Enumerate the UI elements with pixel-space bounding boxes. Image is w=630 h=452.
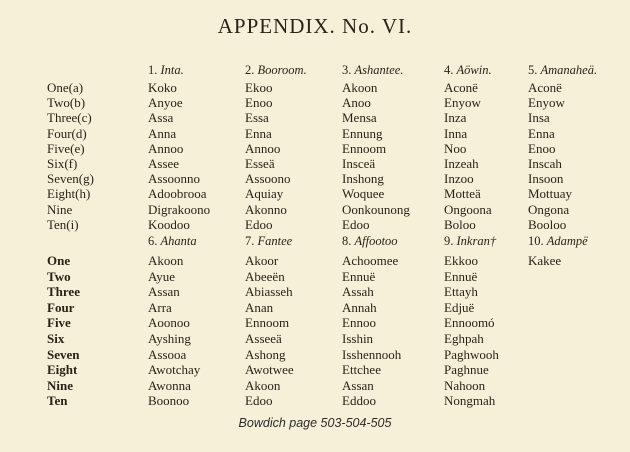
table-row (0, 284, 630, 300)
table-cell: Ongona (528, 201, 570, 217)
numeral-label: Four (47, 299, 75, 315)
table-cell: Arra (148, 299, 172, 315)
table-cell: Digrakoono (148, 201, 211, 217)
column-number: 7. (245, 234, 255, 248)
table-cell: Inzeah (444, 156, 479, 171)
table-cell: Ennuë (342, 268, 376, 284)
table-cell: Abeeën (245, 268, 285, 284)
table-cell: Ashong (245, 346, 286, 362)
table-cell: Isshin (342, 331, 374, 346)
table-cell: Awonna (148, 377, 191, 393)
table-cell: Assan (148, 284, 180, 300)
table-cell: Ekoo (245, 80, 273, 95)
column-number: 10. (528, 234, 544, 248)
column-number: 3. (342, 63, 352, 77)
table-row (0, 269, 630, 285)
numeral-label: Seven(g) (47, 171, 94, 187)
table-cell: Annoo (148, 140, 184, 156)
table-cell: Essa (245, 110, 269, 126)
table-cell: Ettchee (342, 362, 381, 378)
table-cell: Aconë (444, 80, 478, 95)
table-row (0, 110, 630, 126)
table-cell: Inshong (342, 171, 384, 187)
table-cell: Anan (245, 299, 274, 315)
language-name: Affootoo (354, 234, 398, 248)
column-header (148, 62, 184, 78)
table-cell: Motteä (444, 186, 481, 202)
table-cell: Koodoo (148, 216, 190, 232)
language-name: Ahanta (160, 234, 197, 248)
column-header (342, 233, 398, 249)
table-row (0, 186, 630, 202)
table-cell: Ennoom (342, 140, 387, 156)
table-cell: Boloo (444, 216, 476, 232)
table-cell: Enna (528, 125, 555, 141)
table-cell: Assoonno (148, 171, 201, 187)
table-cell: Assooa (148, 346, 187, 362)
caption: Bowdich page 503-504-505 (238, 416, 392, 430)
table-cell: Assoono (245, 171, 291, 187)
table-cell: Anoo (342, 95, 371, 111)
table-cell: Inza (444, 110, 467, 126)
column-header (245, 233, 292, 249)
table-cell: Enyow (444, 95, 481, 111)
table-row (0, 253, 630, 269)
column-number: 5. (528, 63, 538, 77)
table-row (0, 126, 630, 142)
numeral-label: Seven (47, 346, 80, 362)
table-cell: Inna (444, 125, 468, 141)
table-cell: Koko (148, 80, 177, 95)
table-cell: Eghpah (444, 331, 484, 346)
table-cell: Ennoomó (444, 315, 495, 331)
table-cell: Enoo (528, 140, 556, 156)
numeral-label: One(a) (47, 80, 84, 95)
column-number: 6. (148, 234, 158, 248)
column-header (245, 62, 307, 78)
table-cell: Enoo (245, 95, 273, 111)
table-cell: Adoobrooa (148, 186, 207, 202)
table-row (0, 362, 630, 378)
column-number: 2. (245, 63, 255, 77)
column-header (528, 62, 597, 78)
numeral-label: Eight (47, 362, 78, 378)
table-cell: Booloo (528, 216, 567, 232)
table-cell: Ettayh (444, 284, 478, 300)
table-cell: Edoo (342, 216, 370, 232)
table-cell: Isshennooh (342, 346, 402, 362)
table-cell: Asseeä (245, 331, 282, 346)
numeral-label: Five(e) (47, 140, 85, 156)
table-cell: Assa (148, 110, 174, 126)
table-cell: Edjuë (444, 299, 475, 315)
table-cell: Anna (148, 125, 177, 141)
language-name: Amanaheä. (540, 63, 598, 77)
table-cell: Mottuay (528, 186, 573, 202)
table-cell: Assan (342, 377, 374, 393)
column-header (148, 233, 197, 249)
table-cell: Achoomee (342, 253, 399, 268)
column-header (444, 62, 492, 78)
table-cell: Annah (342, 299, 377, 315)
table-row (0, 217, 630, 233)
table-cell: Aoonoo (148, 315, 190, 331)
table-row (0, 171, 630, 187)
table-cell: Assah (342, 284, 374, 300)
section1-header-row (0, 62, 630, 78)
table-cell: Akonno (245, 201, 287, 217)
table-cell: Abiasseh (245, 284, 293, 300)
numeral-label: Nine (47, 201, 73, 217)
language-name: Inkran† (456, 234, 497, 248)
column-header (342, 62, 403, 78)
table-row (0, 80, 630, 96)
table-row (0, 347, 630, 363)
table-cell: Eddoo (342, 393, 376, 409)
table-row (0, 331, 630, 347)
table-cell: Enna (245, 125, 272, 141)
table-cell: Enyow (528, 95, 565, 111)
table-cell: Anyoe (148, 95, 183, 111)
numeral-label: Ten (47, 393, 68, 409)
table-cell: Inscah (528, 156, 562, 171)
table-cell: Ennoom (245, 315, 290, 331)
table-cell: Akoon (148, 253, 184, 268)
table-row (0, 95, 630, 111)
language-name: Fantee (257, 234, 293, 248)
table-cell: Akoon (342, 80, 378, 95)
table-cell: Oonkounong (342, 201, 410, 217)
table-cell: Awotchay (148, 362, 201, 378)
table-cell: Paghwooh (444, 346, 499, 362)
numeral-label: Three(c) (47, 110, 92, 126)
table-cell: Insceä (342, 156, 376, 171)
table-row (0, 315, 630, 331)
table-row (0, 141, 630, 157)
table-cell: Aconë (528, 80, 562, 95)
numeral-label: Six(f) (47, 156, 78, 171)
table-cell: Woquee (342, 186, 385, 202)
table-cell: Ennoo (342, 315, 376, 331)
numeral-label: One (47, 253, 71, 268)
numeral-label: Two (47, 268, 71, 284)
table-cell: Edoo (245, 393, 273, 409)
table-row (0, 156, 630, 172)
numeral-label: Two(b) (47, 95, 86, 111)
table-cell: Akoor (245, 253, 279, 268)
table-cell: Boonoo (148, 393, 190, 409)
column-number: 4. (444, 63, 454, 77)
column-number: 1. (148, 63, 158, 77)
table-row (0, 393, 630, 409)
table-cell: Insa (528, 110, 550, 126)
table-cell: Nahoon (444, 377, 486, 393)
table-cell: Ekkoo (444, 253, 478, 268)
language-name: Booroom. (257, 63, 307, 77)
table-cell: Nongmah (444, 393, 496, 409)
table-cell: Akoon (245, 377, 281, 393)
column-number: 9. (444, 234, 454, 248)
table-cell: Paghnue (444, 362, 489, 378)
table-cell: Aquiay (245, 186, 284, 202)
table-cell: Ennung (342, 125, 383, 141)
table-row (0, 378, 630, 394)
table-cell: Insoon (528, 171, 564, 187)
language-name: Inta. (160, 63, 184, 77)
page-title: APPENDIX. No. VI. (217, 14, 413, 38)
language-name: Adampë (546, 234, 588, 248)
table-cell: Annoo (245, 140, 281, 156)
table-cell: Ongoona (444, 201, 492, 217)
table-cell: Awotwee (245, 362, 294, 378)
table-cell: Edoo (245, 216, 273, 232)
numeral-label: Six (47, 331, 65, 346)
numeral-label: Five (47, 315, 71, 331)
numeral-label: Ten(i) (47, 216, 79, 232)
numeral-label: Three (47, 284, 80, 300)
numeral-label: Nine (47, 377, 73, 393)
table-cell: Inzoo (444, 171, 474, 187)
table-row (0, 202, 630, 218)
table-cell: Mensa (342, 110, 377, 126)
numeral-label: Four(d) (47, 125, 87, 141)
section2-header-row (0, 233, 630, 249)
table-cell: Ayshing (148, 331, 191, 346)
column-header (444, 233, 496, 249)
language-name: Aöwin. (456, 63, 492, 77)
table-cell: Kakee (528, 253, 562, 268)
language-name: Ashantee. (354, 63, 404, 77)
table-cell: Ennuë (444, 268, 478, 284)
table-cell: Assee (148, 156, 180, 171)
table-cell: Ayue (148, 268, 175, 284)
table-cell: Esseä (245, 156, 275, 171)
numeral-label: Eight(h) (47, 186, 91, 202)
column-number: 8. (342, 234, 352, 248)
table-row (0, 300, 630, 316)
table-cell: Noo (444, 140, 467, 156)
column-header (528, 233, 588, 249)
